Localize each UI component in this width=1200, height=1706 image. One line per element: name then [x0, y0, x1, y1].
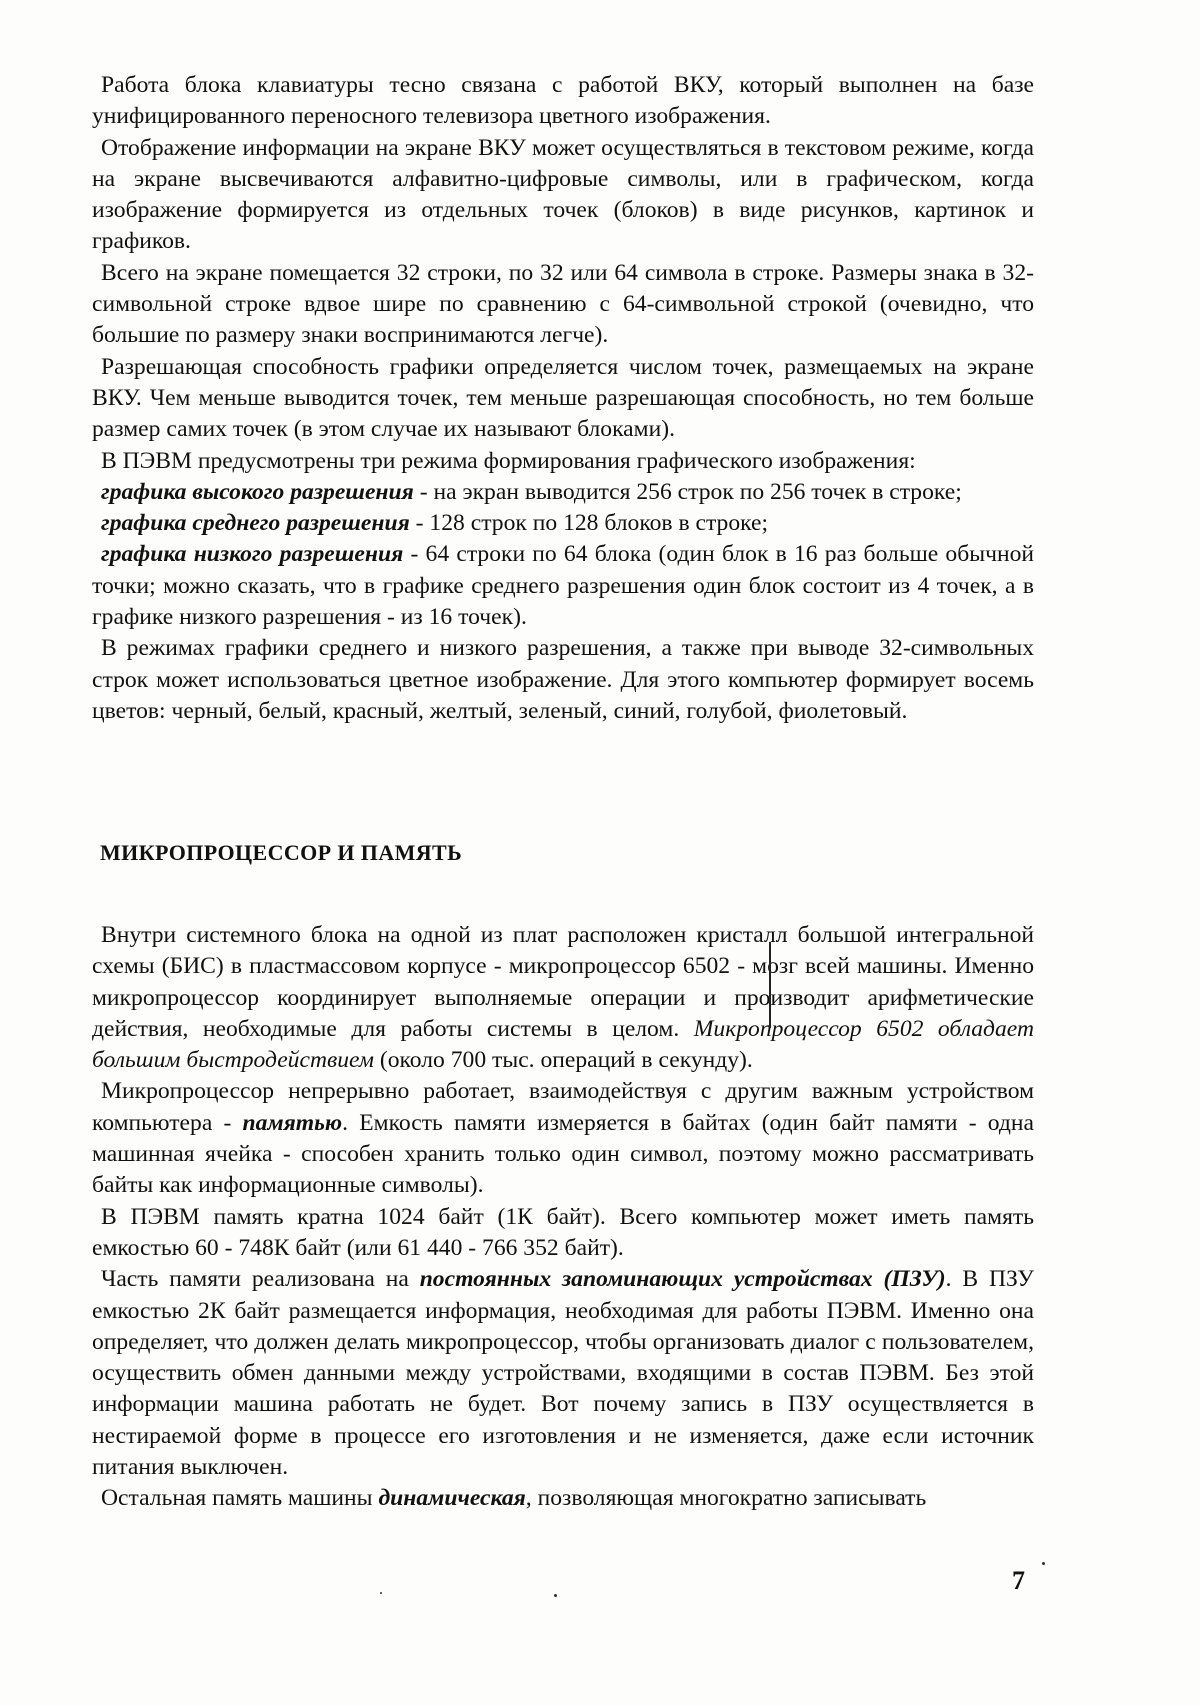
scan-artifact-line: [769, 942, 771, 1028]
graphics-mode-medium-term: графика среднего разрешения: [101, 510, 410, 536]
scan-artifact-speck: [380, 1592, 382, 1594]
text-block-top: [92, 70, 1034, 727]
paragraph-dynamic: [92, 1483, 1034, 1514]
paragraph-rom-tail: . В ПЗУ емкостью 2К байт размещается информация, необходимая для работы ПЭВМ. Именно она определяет, что должен делать микропроцессор, чтобы организовать диалог с пользователем, осуществить обмен данными между устройствами, входящими в состав ПЭВМ. Без этой информации машина работать не будет. Вот почему запись в ПЗУ осуществляется в нестираемой форме в процессе его изготовления и не изменяется, даже если источник питания выключен.: [92, 1266, 1034, 1480]
paragraph-cpu-tail: (около 700 тыс. операций в секунду).: [374, 1047, 753, 1073]
paragraph-dynamic-tail: , позволяющая многократно записывать: [526, 1485, 926, 1511]
graphics-mode-high-text: - на экран выводится 256 строк по 256 точек в строке;: [414, 479, 962, 505]
graphics-mode-low-term: графика низкого разрешения: [101, 541, 403, 567]
paragraph-rom-text: Часть памяти реализована на: [101, 1266, 420, 1292]
graphics-mode-low: [92, 539, 1034, 633]
paragraph-memory-tail: . Емкость памяти измеряется в байтах (один байт памяти - одна машинная ячейка - способен хранить только один символ, поэтому можно рассматривать байты как информационные символы).: [92, 1110, 1034, 1199]
paragraph-memory: [92, 1076, 1034, 1201]
paragraph-cpu-italic: Микропроцессор 6502 обладает большим быстродействием: [92, 1016, 1034, 1073]
paragraph-keyboard: Работа блока клавиатуры тесно связана с работой ВКУ, который выполнен на базе унифицированного переносного телевизора цветного изображения.: [92, 70, 1034, 133]
graphics-mode-high: [92, 477, 1034, 508]
paragraph-memory-term: памятью: [243, 1110, 343, 1136]
graphics-mode-medium: [92, 508, 1034, 539]
paragraph-cpu: [92, 920, 1034, 1076]
paragraph-dynamic-term: динамическая: [378, 1485, 525, 1511]
scan-artifact-speck: [1042, 1562, 1045, 1565]
paragraph-colors: В режимах графики среднего и низкого разрешения, а также при выводе 32-символьных строк может использоваться цветное изображение. Для этого компьютер формирует восемь цветов: черный, белый, красный, желтый, зеленый, синий, голубой, фиолетовый.: [92, 633, 1034, 727]
paragraph-display-modes: Отображение информации на экране ВКУ может осуществляться в текстовом режиме, когда на экране высвечиваются алфавитно-цифровые символы, или в графическом, когда изображение формируется из отдельных точек (блоков) в виде рисунков, картинок и графиков.: [92, 133, 1034, 258]
scan-artifact-speck: [554, 1594, 557, 1597]
graphics-mode-medium-text: - 128 строк по 128 блоков в строке;: [410, 510, 768, 536]
text-block-bottom: [92, 920, 1034, 1515]
paragraph-resolution: Разрешающая способность графики определяется числом точек, размещаемых на экране ВКУ. Чем меньше выводится точек, тем меньше разрешающая способность, но тем больше размер самих точек (в этом случае их называют блоками).: [92, 352, 1034, 446]
document-page: [0, 0, 1200, 1706]
paragraph-graphics-intro: В ПЭВМ предусмотрены три режима формирования графического изображения:: [92, 446, 1034, 477]
paragraph-capacity: В ПЭВМ память кратна 1024 байт (1К байт). Всего компьютер может иметь память емкостью 60 - 748К байт (или 61 440 - 766 352 байт).: [92, 1202, 1034, 1265]
section-heading: МИКРОПРОЦЕССОР И ПАМЯТЬ: [100, 840, 462, 866]
page-number: 7: [1012, 1566, 1025, 1596]
paragraph-rom-term: постоянных запоминающих устройствах (ПЗУ): [420, 1266, 946, 1292]
paragraph-rom: [92, 1264, 1034, 1483]
paragraph-dynamic-text: Остальная память машины: [101, 1485, 378, 1511]
graphics-mode-low-text: - 64 строки по 64 блока (один блок в 16 раз больше обычной точки; можно сказать, что в графике среднего разрешения один блок состоит из 4 точек, а в графике низкого разрешения - из 16 точек).: [92, 541, 1034, 630]
paragraph-screen-lines: Всего на экране помещается 32 строки, по 32 или 64 символа в строке. Размеры знака в 32-символьной строке вдвое шире по сравнению с 64-символьной строкой (очевидно, что большие по размеру знаки воспринимаются легче).: [92, 258, 1034, 352]
paragraph-cpu-text: Внутри системного блока на одной из плат расположен кристалл большой интегральной схемы (БИС) в пластмассовом корпусе - микропроцессор 6502 - мозг всей машины. Именно микропроцессор координирует выполняемые операции и производит арифметические действия, необходимые для работы системы в целом.: [92, 922, 1034, 1042]
paragraph-memory-text: Микропроцессор непрерывно работает, взаимодействуя с другим важным устройством компьютера -: [92, 1078, 1034, 1135]
graphics-mode-high-term: графика высокого разрешения: [101, 479, 414, 505]
